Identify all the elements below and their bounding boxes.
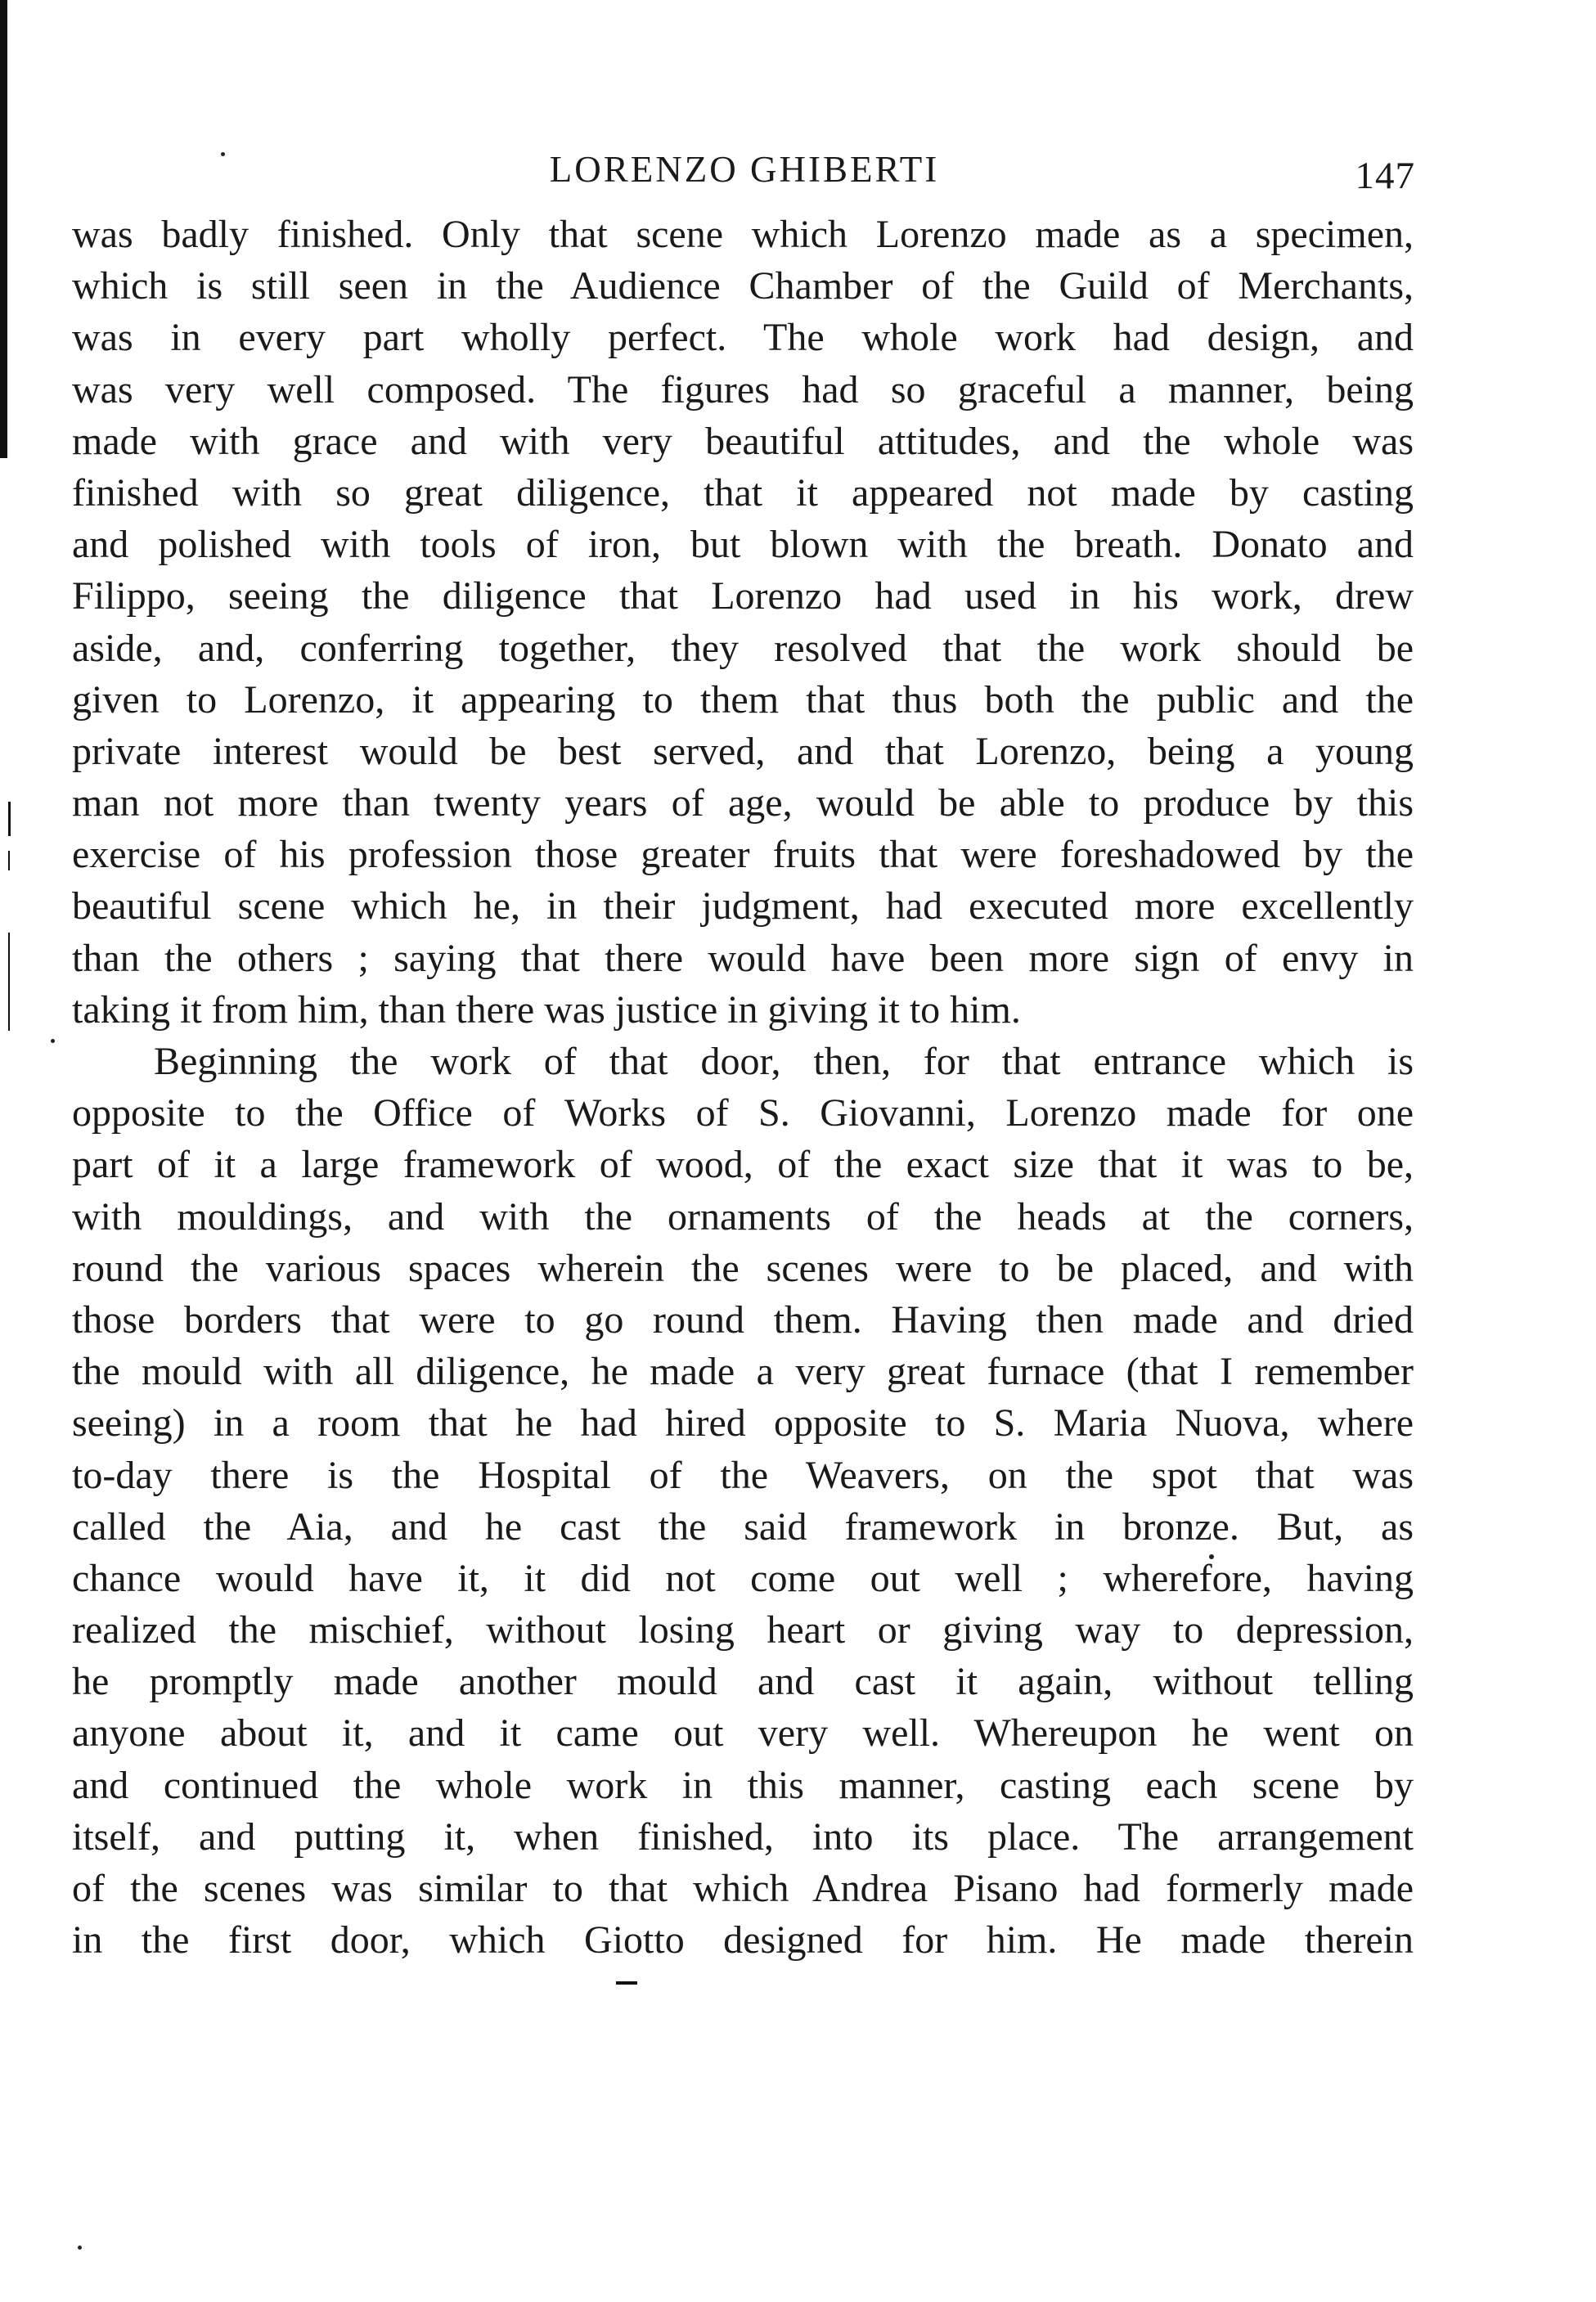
text-line: man not more than twenty years of age, would be able to produce by this [72, 781, 1414, 825]
margin-scan-bar [0, 0, 7, 458]
text-line: anyone about it, and it came out very well. Whereupon he went on [72, 1711, 1414, 1756]
text-line: he promptly made another mould and cast it again, without telling [72, 1660, 1414, 1704]
text-line: in the first door, which Giotto designed for him. He made therein [72, 1918, 1414, 1963]
text-line: round the various spaces wherein the scenes were to be placed, and with [72, 1246, 1414, 1290]
text-line: chance would have it, it did not come out well ; wherefore, having [72, 1556, 1414, 1600]
margin-scan-mark [8, 802, 11, 836]
text-line: the mould with all diligence, he made a very great furnace (that I remember [72, 1350, 1414, 1394]
text-line: Beginning the work of that door, then, for that entrance which is [154, 1040, 1414, 1083]
margin-scan-mark [8, 965, 10, 1031]
text-line: taking it from him, than there was justice in giving it to him. [72, 987, 1021, 1032]
text-line: called the Aia, and he cast the said framework in bronze. But, as [72, 1504, 1414, 1549]
text-line: realized the mischief, without losing heart or giving way to depression, [72, 1608, 1414, 1652]
text-line: seeing) in a room that he had hired opposite to S. Maria Nuova, where [72, 1401, 1414, 1445]
text-line: opposite to the Office of Works of S. Giovanni, Lorenzo made for one [72, 1091, 1414, 1135]
text-line: aside, and, conferring together, they resolved that the work should be [72, 626, 1414, 670]
scan-speck [78, 2246, 82, 2250]
text-line: was in every part wholly perfect. The whole work had design, and [72, 316, 1414, 360]
text-line: was very well composed. The figures had so graceful a manner, being [72, 367, 1414, 411]
text-line: and polished with tools of iron, but blown with the breath. Donato and [72, 523, 1414, 567]
text-line: of the scenes was similar to that which Andrea Pisano had formerly made [72, 1867, 1414, 1910]
text-line: private interest would be best served, and that Lorenzo, being a young [72, 729, 1414, 773]
text-line: exercise of his profession those greater fruits that were foreshadowed by the [72, 833, 1414, 877]
text-line: than the others ; saying that there would have been more sign of envy in [72, 936, 1414, 980]
text-line: those borders that were to go round them. Having then made and dried [72, 1297, 1414, 1342]
text-line: itself, and putting it, when finished, into its place. The arrangement [72, 1814, 1414, 1859]
text-line: Filippo, seeing the diligence that Lorenzo had used in his work, drew [72, 574, 1414, 618]
page-header [74, 141, 1415, 198]
text-line: which is still seen in the Audience Chamber of the Guild of Merchants, [72, 264, 1414, 308]
margin-scan-mark [8, 851, 10, 870]
body-text [72, 209, 1414, 1966]
page-number: 147 [1355, 155, 1415, 197]
text-line: given to Lorenzo, it appearing to them that thus both the public and the [72, 677, 1414, 722]
text-line: finished with so great diligence, that it appeared not made by casting [72, 470, 1414, 515]
underline-mark [616, 1981, 637, 1985]
text-line: made with grace and with very beautiful attitudes, and the whole was [72, 419, 1414, 463]
running-title: LORENZO GHIBERTI [549, 149, 940, 190]
text-line: to-day there is the Hospital of the Weavers, on the spot that was [72, 1453, 1414, 1497]
scan-speck [51, 1039, 55, 1043]
text-line: beautiful scene which he, in their judgment, had executed more excellently [72, 884, 1414, 928]
text-line: was badly finished. Only that scene which Lorenzo made as a specimen, [72, 213, 1414, 256]
text-line: with mouldings, and with the ornaments of the heads at the corners, [72, 1194, 1414, 1239]
text-line: part of it a large framework of wood, of the exact size that it was to be, [72, 1143, 1414, 1187]
text-line: and continued the whole work in this manner, casting each scene by [72, 1763, 1414, 1807]
